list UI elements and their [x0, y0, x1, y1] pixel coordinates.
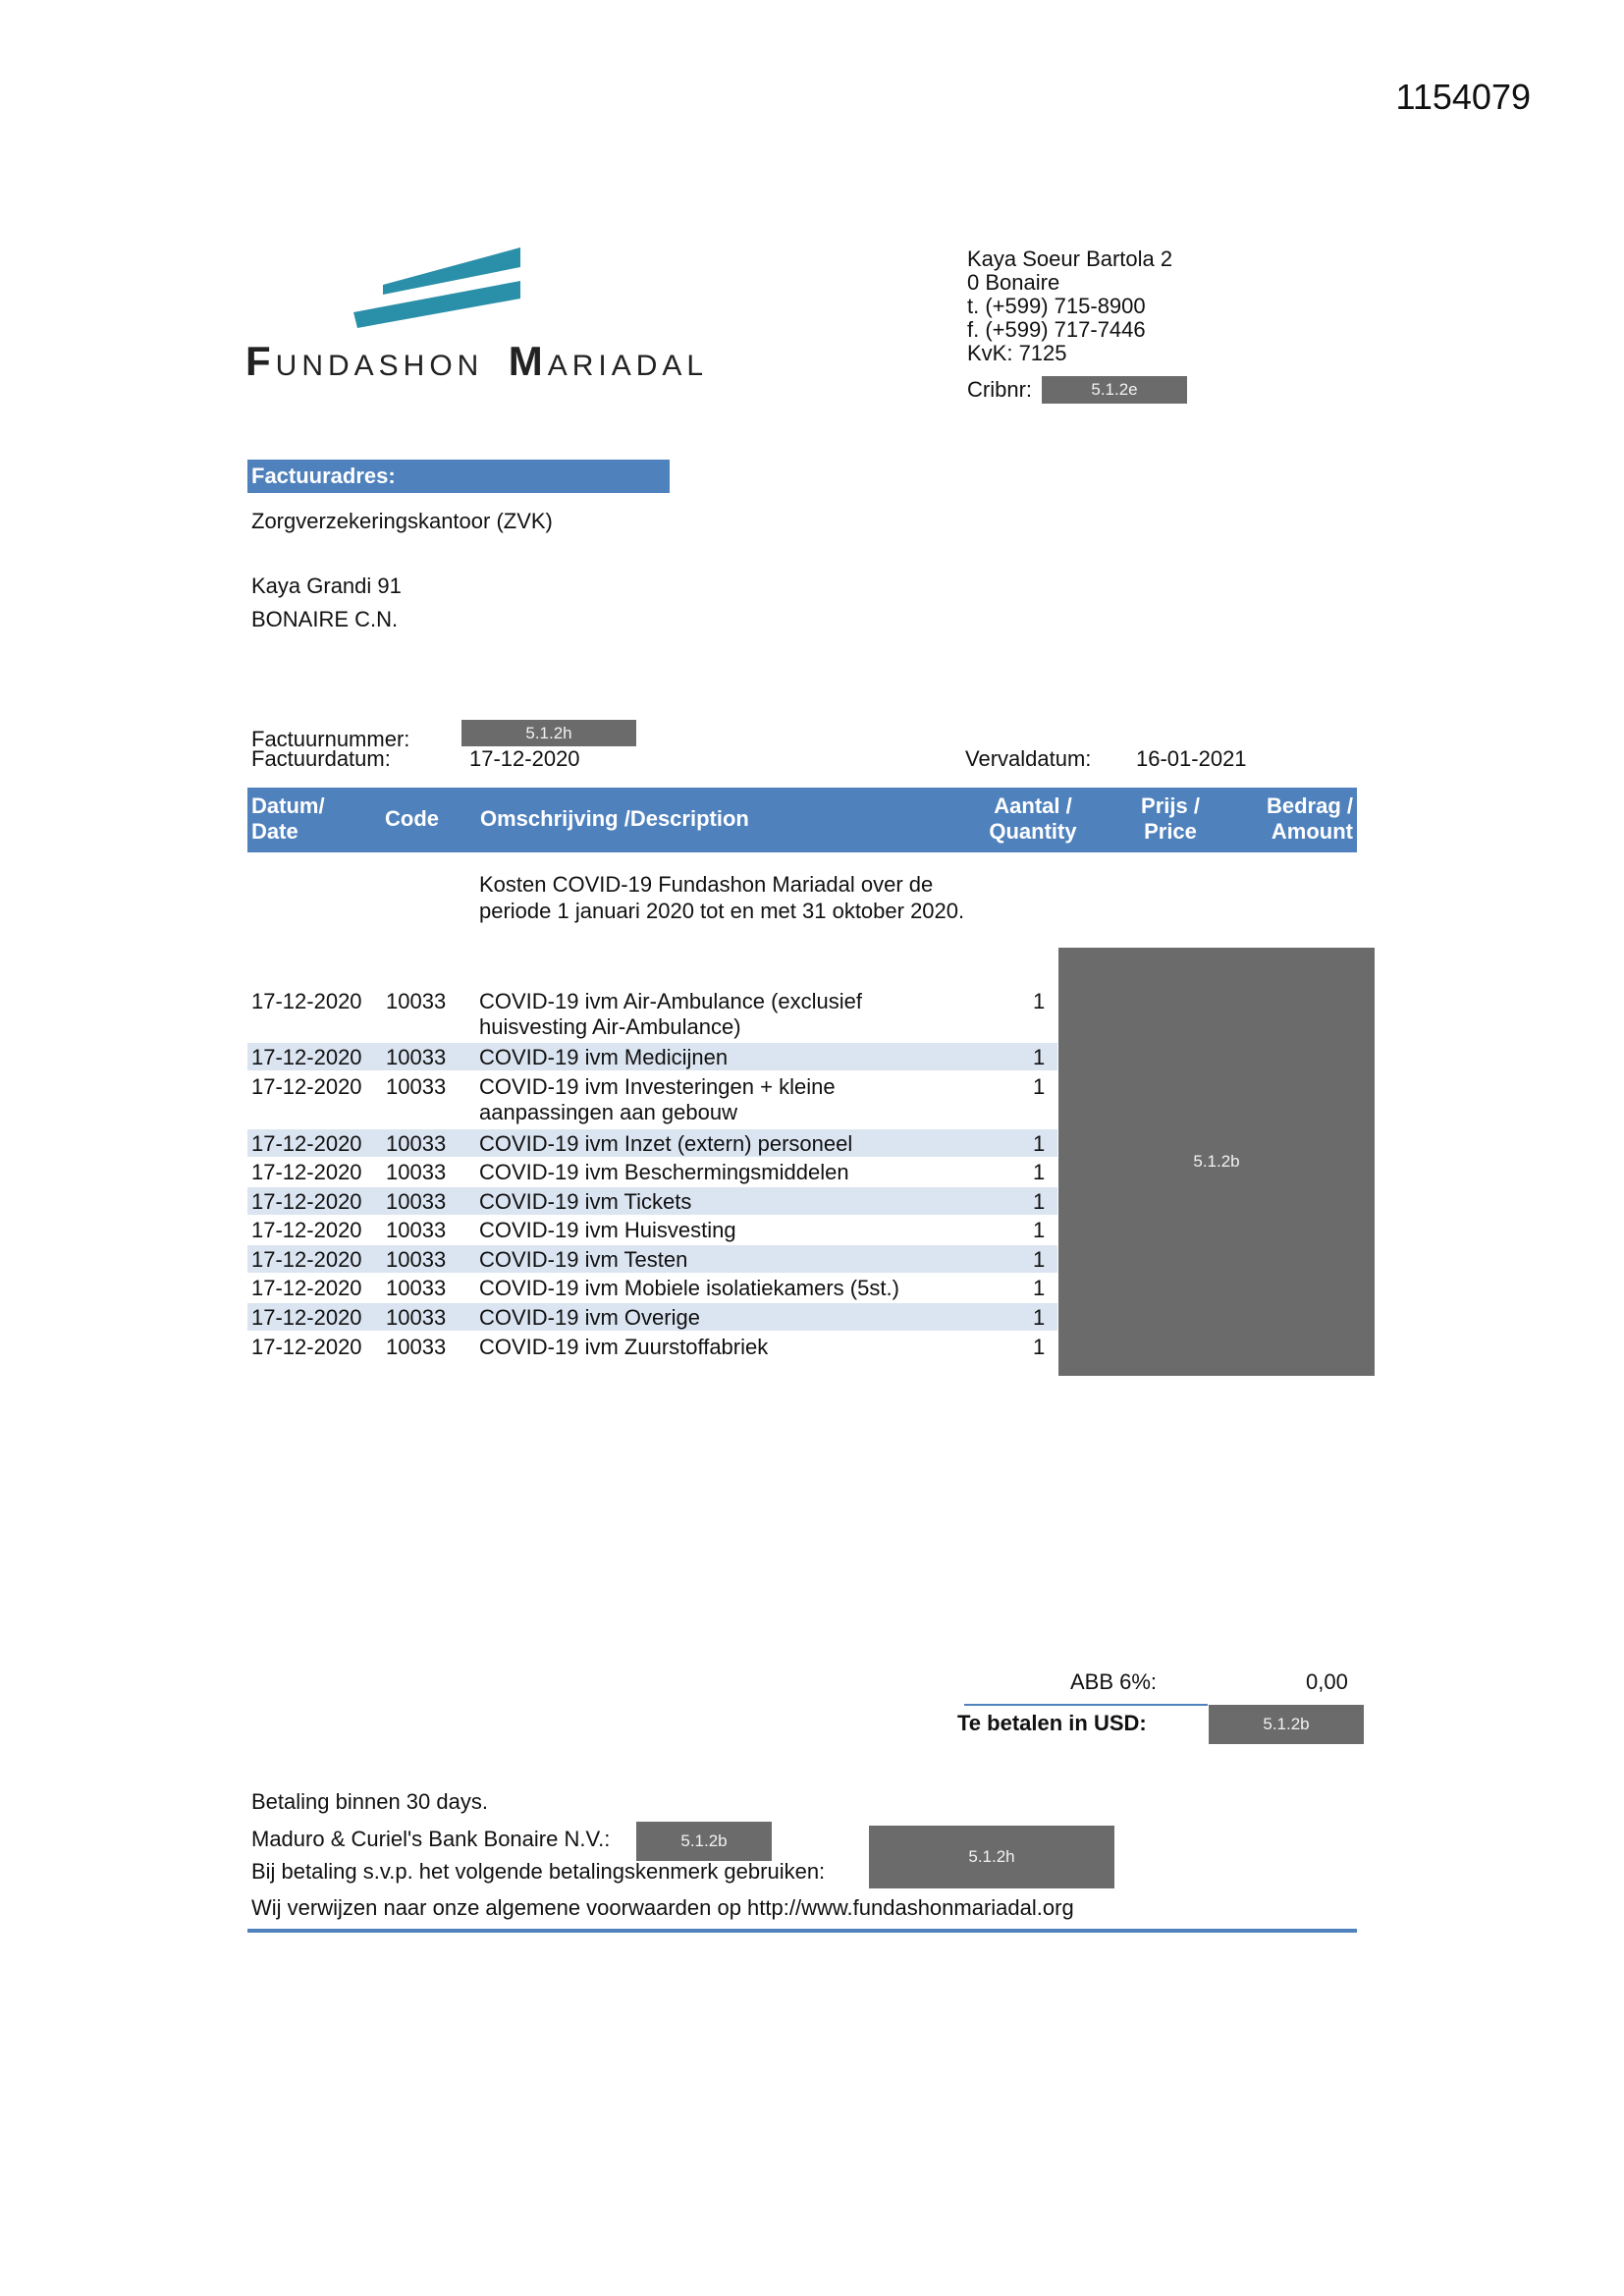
invoice-number-label: Factuurnummer: — [251, 727, 410, 751]
row-description: COVID-19 ivm Tickets — [479, 1189, 692, 1214]
sender-phone: t. (+599) 715-8900 — [967, 294, 1146, 318]
row-quantity: 1 — [1033, 1131, 1046, 1156]
row-date: 17-12-2020 — [251, 1189, 362, 1214]
invoice-date: 17-12-2020 — [469, 746, 580, 771]
table-intro: Kosten COVID-19 Fundashon Mariadal over de periode 1 januari 2020 tot en met 31 oktober 2020. — [479, 872, 965, 923]
row-description: COVID-19 ivm Medicijnen — [479, 1045, 729, 1069]
row-quantity: 1 — [1033, 1218, 1046, 1242]
table-row — [247, 987, 1057, 1038]
billing-header: Factuuradres: — [247, 460, 670, 493]
header-price: Prijs / Price — [1141, 793, 1200, 844]
invoice-date-label: Factuurdatum: — [251, 746, 391, 771]
row-code: 10033 — [386, 1247, 447, 1272]
reference-redaction: 5.1.2h — [869, 1826, 1114, 1888]
row-description: COVID-19 ivm Beschermingsmiddelen — [479, 1160, 849, 1184]
table-row — [247, 1245, 1057, 1273]
total-redaction: 5.1.2b — [1209, 1705, 1364, 1744]
row-description: COVID-19 ivm Air-Ambulance (exclusief huisvesting Air-Ambulance) — [479, 989, 863, 1039]
billing-name: Zorgverzekeringskantoor (ZVK) — [251, 509, 553, 533]
row-code: 10033 — [386, 1131, 447, 1156]
row-description: COVID-19 ivm Mobiele isolatiekamers (5st.) — [479, 1276, 899, 1300]
abb-value: 0,00 — [1306, 1669, 1348, 1694]
header-amount: Bedrag / Amount — [1266, 793, 1353, 844]
row-quantity: 1 — [1033, 1276, 1046, 1300]
payment-terms: Betaling binnen 30 days. — [251, 1789, 488, 1814]
row-code: 10033 — [386, 1189, 447, 1214]
row-description: COVID-19 ivm Inzet (extern) personeel — [479, 1131, 853, 1156]
row-code: 10033 — [386, 1160, 447, 1184]
row-quantity: 1 — [1033, 1305, 1046, 1330]
due-date-label: Vervaldatum: — [965, 746, 1092, 771]
header-date: Datum/ Date — [251, 793, 325, 844]
billing-street: Kaya Grandi 91 — [251, 574, 402, 598]
logo-wordmark: FUNDASHON MARIADAL — [245, 338, 709, 384]
row-date: 17-12-2020 — [251, 1247, 362, 1272]
bank-label: Maduro & Curiel's Bank Bonaire N.V.: — [251, 1827, 611, 1851]
row-code: 10033 — [386, 1074, 447, 1099]
table-row — [247, 1158, 1057, 1185]
table-row — [247, 1274, 1057, 1301]
row-date: 17-12-2020 — [251, 1160, 362, 1184]
sender-fax: f. (+599) 717-7446 — [967, 317, 1146, 342]
row-date: 17-12-2020 — [251, 1131, 362, 1156]
sender-kvk: KvK: 7125 — [967, 341, 1067, 365]
table-row — [247, 1333, 1057, 1360]
row-quantity: 1 — [1033, 1189, 1046, 1214]
totals-divider — [964, 1704, 1208, 1706]
cribnr-label: Cribnr: — [967, 377, 1033, 402]
row-date: 17-12-2020 — [251, 1276, 362, 1300]
row-code: 10033 — [386, 1305, 447, 1330]
row-quantity: 1 — [1033, 1045, 1046, 1069]
row-description: COVID-19 ivm Overige — [479, 1305, 700, 1330]
row-description: COVID-19 ivm Testen — [479, 1247, 688, 1272]
footer-rule — [247, 1929, 1357, 1933]
sender-city: 0 Bonaire — [967, 270, 1060, 295]
row-date: 17-12-2020 — [251, 1045, 362, 1069]
row-code: 10033 — [386, 989, 447, 1013]
amount-redaction: 5.1.2b — [1058, 948, 1375, 1376]
terms-note: Wij verwijzen naar onze algemene voorwaarden op http://www.fundashonmariadal.org — [251, 1895, 1074, 1920]
header-code: Code — [385, 806, 439, 831]
row-quantity: 1 — [1033, 1160, 1046, 1184]
row-code: 10033 — [386, 1276, 447, 1300]
abb-label: ABB 6%: — [1070, 1669, 1158, 1694]
row-quantity: 1 — [1033, 1335, 1046, 1359]
table-header — [247, 788, 1357, 852]
row-code: 10033 — [386, 1045, 447, 1069]
header-quantity: Aantal / Quantity — [989, 793, 1077, 844]
table-row — [247, 1216, 1057, 1243]
row-date: 17-12-2020 — [251, 1305, 362, 1330]
row-date: 17-12-2020 — [251, 989, 362, 1013]
bank-redaction: 5.1.2b — [636, 1822, 772, 1861]
row-code: 10033 — [386, 1218, 447, 1242]
table-row — [247, 1043, 1057, 1070]
billing-city: BONAIRE C.N. — [251, 607, 399, 631]
row-date: 17-12-2020 — [251, 1074, 362, 1099]
row-description: COVID-19 ivm Zuurstoffabriek — [479, 1335, 769, 1359]
row-quantity: 1 — [1033, 1247, 1046, 1272]
table-row — [247, 1072, 1057, 1123]
row-quantity: 1 — [1033, 1074, 1046, 1099]
row-quantity: 1 — [1033, 989, 1046, 1013]
invoice-number-redaction: 5.1.2h — [461, 720, 636, 746]
header-description: Omschrijving /Description — [480, 806, 749, 831]
table-row — [247, 1303, 1057, 1331]
row-description: COVID-19 ivm Huisvesting — [479, 1218, 736, 1242]
document-number: 1154079 — [1395, 77, 1531, 117]
row-date: 17-12-2020 — [251, 1335, 362, 1359]
logo-stripes-icon — [353, 246, 525, 329]
table-row — [247, 1187, 1057, 1215]
table-row — [247, 1129, 1057, 1157]
row-date: 17-12-2020 — [251, 1218, 362, 1242]
row-description: COVID-19 ivm Investeringen + kleine aanpassingen aan gebouw — [479, 1074, 836, 1124]
sender-address — [967, 247, 1172, 365]
total-label: Te betalen in USD: — [957, 1711, 1147, 1735]
cribnr-redaction: 5.1.2e — [1042, 376, 1187, 404]
reference-label: Bij betaling s.v.p. het volgende betalingskenmerk gebruiken: — [251, 1859, 826, 1884]
row-code: 10033 — [386, 1335, 447, 1359]
sender-street: Kaya Soeur Bartola 2 — [967, 246, 1173, 271]
due-date: 16-01-2021 — [1136, 746, 1247, 771]
